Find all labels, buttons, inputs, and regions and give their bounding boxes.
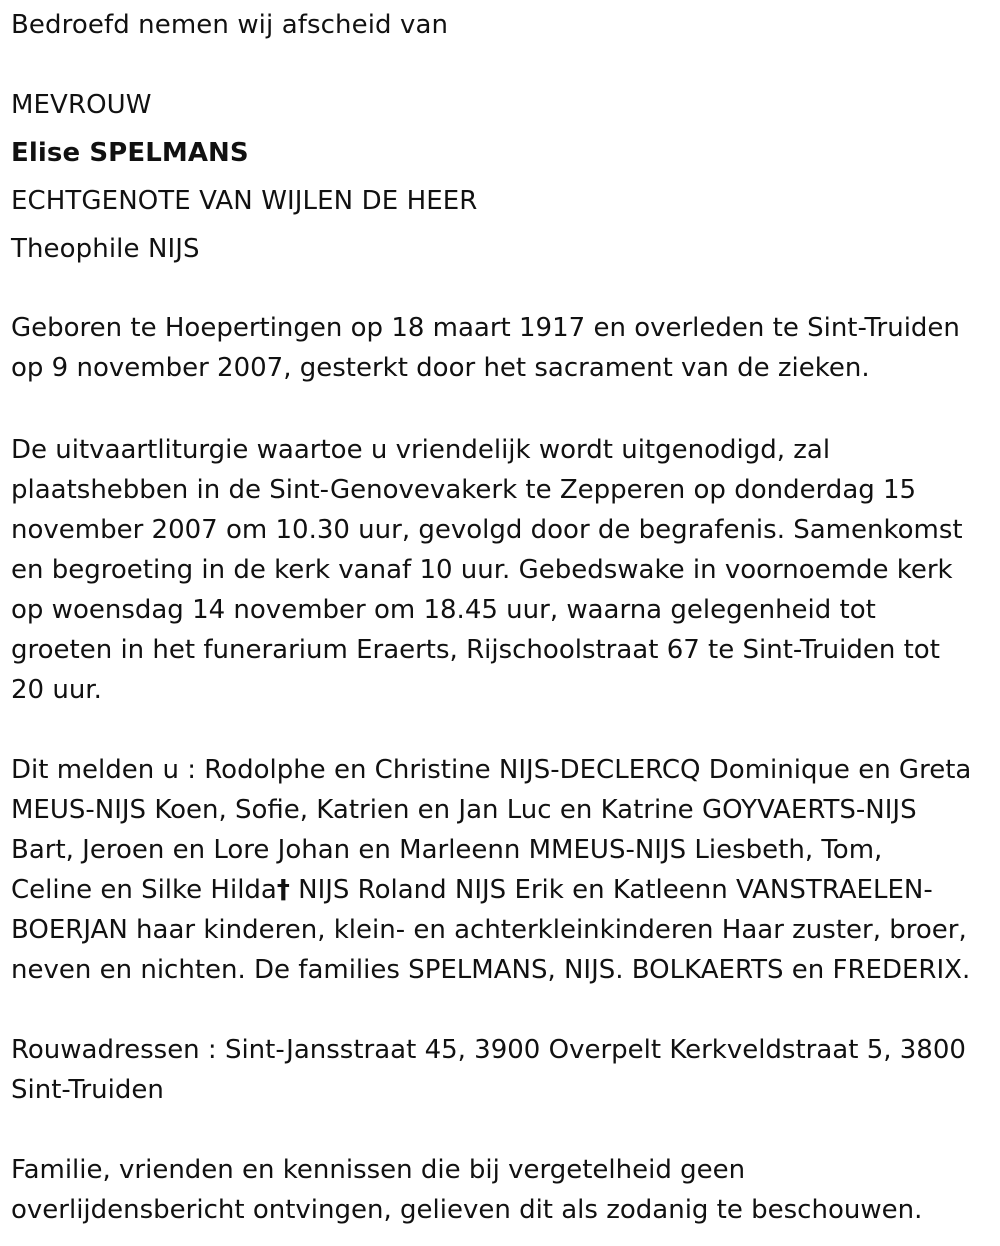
intro-text: Bedroefd nemen wij afscheid van [11, 10, 449, 40]
paragraph-line: op 9 november 2007, gesterkt door het sacrament van de zieken. [11, 353, 870, 383]
funeral-paragraph [11, 430, 996, 710]
closing-paragraph [11, 1150, 996, 1230]
paragraph-line: overlijdensbericht ontvingen, gelieven dit als zodanig te beschouwen. [11, 1195, 923, 1225]
paragraph-line: Sint-Truiden [11, 1075, 164, 1105]
paragraph-line: De uitvaartliturgie waartoe u vriendelijk wordt uitgenodigd, zal [11, 435, 831, 465]
paragraph-line: groeten in het funerarium Eraerts, Rijschoolstraat 67 te Sint-Truiden tot [11, 635, 940, 665]
paragraph-line: Dit melden u : Rodolphe en Christine NIJS-DECLERCQ Dominique en Greta [11, 755, 972, 785]
paragraph-line: MEUS-NIJS Koen, Sofie, Katrien en Jan Luc en Katrine GOYVAERTS-NIJS [11, 795, 917, 825]
paragraph-line: Rouwadressen : Sint-Jansstraat 45, 3900 Overpelt Kerkveldstraat 5, 3800 [11, 1035, 966, 1065]
family-text: NIJS Roland NIJS Erik en Katleenn VANSTRAELEN- [289, 875, 933, 905]
birth-death-paragraph [11, 308, 996, 388]
paragraph-line: en begroeting in de kerk vanaf 10 uur. Gebedswake in voornoemde kerk [11, 555, 953, 585]
paragraph-line [11, 870, 996, 910]
paragraph-line: november 2007 om 10.30 uur, gevolgd door de begrafenis. Samenkomst [11, 515, 963, 545]
addresses-paragraph [11, 1030, 996, 1110]
paragraph-line: Familie, vrienden en kennissen die bij vergetelheid geen [11, 1155, 746, 1185]
family-paragraph [11, 750, 996, 990]
title-text: MEVROUW [11, 90, 152, 120]
family-text: Celine en Silke Hilda [11, 875, 277, 905]
paragraph-line: BOERJAN haar kinderen, klein- en achterkleinkinderen Haar zuster, broer, [11, 915, 967, 945]
deceased-name: Elise SPELMANS [11, 138, 249, 168]
paragraph-line: neven en nichten. De families SPELMANS, NIJS. BOLKAERTS en FREDERIX. [11, 955, 971, 985]
spouse-name: Theophile NIJS [11, 234, 200, 264]
paragraph-line: 20 uur. [11, 675, 102, 705]
relation-text: ECHTGENOTE VAN WIJLEN DE HEER [11, 186, 478, 216]
paragraph-line: op woensdag 14 november om 18.45 uur, waarna gelegenheid tot [11, 595, 876, 625]
paragraph-line: plaatshebben in de Sint-Genovevakerk te Zepperen op donderdag 15 [11, 475, 917, 505]
paragraph-line: Bart, Jeroen en Lore Johan en Marleenn MMEUS-NIJS Liesbeth, Tom, [11, 835, 883, 865]
paragraph-line: Geboren te Hoepertingen op 18 maart 1917 en overleden te Sint-Truiden [11, 313, 960, 343]
cross-icon: † [276, 875, 290, 905]
